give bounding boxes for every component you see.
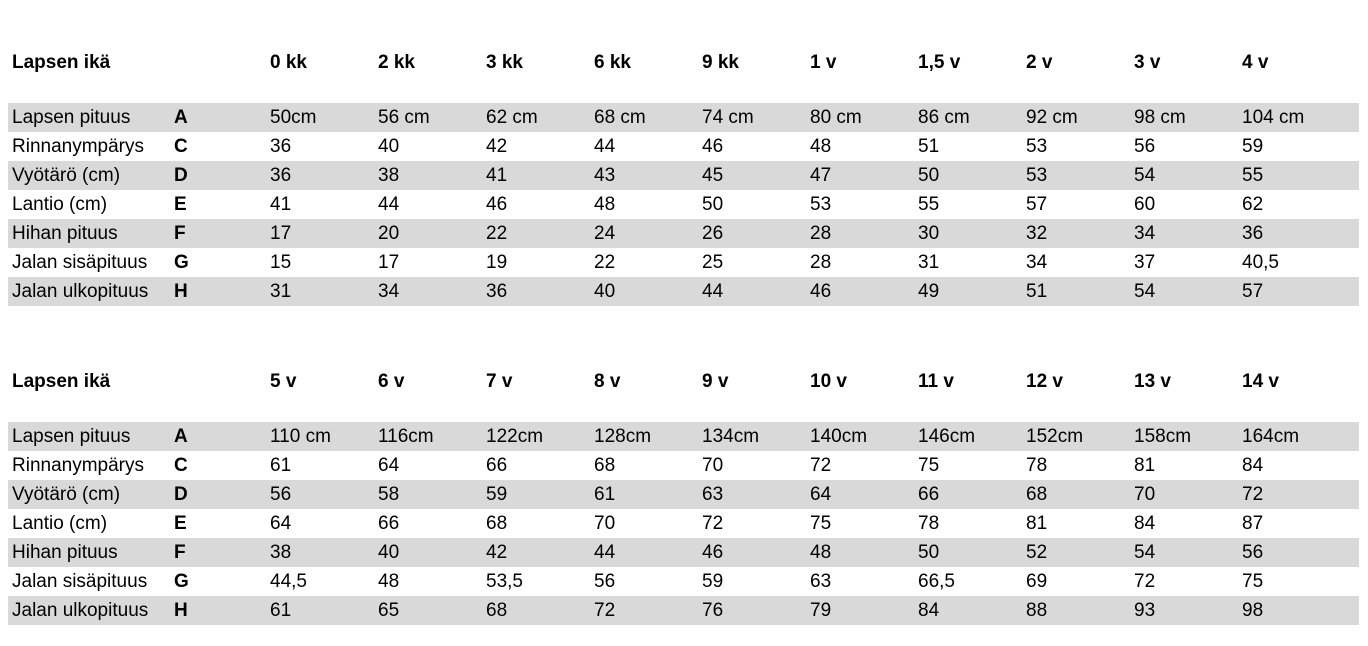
measurement-row — [8, 103, 1359, 132]
measurement-value: 62 — [1242, 194, 1264, 215]
measurement-code: D — [170, 480, 266, 509]
age-header-cell: 13 v — [1134, 371, 1171, 392]
measurement-value: 75 — [1242, 571, 1264, 592]
measurement-value: 64 — [378, 455, 400, 476]
measurement-value: 56 — [594, 571, 616, 592]
measurement-code: H — [170, 596, 266, 625]
measurement-value: 40 — [378, 136, 400, 157]
measurement-value: 51 — [1022, 277, 1130, 306]
age-header-cell: 14 v — [1242, 371, 1279, 392]
measurement-value: 66 — [914, 480, 1022, 509]
measurement-value: 110 cm — [266, 422, 374, 451]
measurement-value: 78 — [1026, 455, 1048, 476]
measurement-row — [8, 596, 1359, 625]
measurement-value: 86 cm — [914, 103, 1022, 132]
size-chart-table-infant — [8, 47, 1359, 306]
measurement-row — [8, 277, 1359, 306]
measurement-value: 46 — [702, 136, 724, 157]
measurement-label: Rinnanympärys — [12, 136, 144, 157]
measurement-code: E — [174, 513, 187, 534]
measurement-value: 68 — [482, 596, 590, 625]
measurement-label: Jalan sisäpituus — [12, 252, 148, 273]
measurement-value: 146cm — [914, 422, 1022, 451]
measurement-value: 40,5 — [1242, 252, 1279, 273]
measurement-code: F — [170, 219, 266, 248]
measurement-row — [8, 451, 1359, 480]
measurement-value: 68 cm — [590, 103, 698, 132]
measurement-value: 158cm — [1130, 422, 1238, 451]
measurement-value: 44,5 — [270, 571, 307, 592]
measurement-value: 28 — [806, 219, 914, 248]
measurement-value: 84 — [1134, 513, 1156, 534]
measurement-value: 17 — [378, 252, 400, 273]
measurement-value: 116cm — [374, 422, 482, 451]
measurement-value: 56 — [266, 480, 374, 509]
measurement-row — [8, 219, 1359, 248]
measurement-value: 40 — [374, 538, 482, 567]
measurement-value: 50cm — [266, 103, 374, 132]
age-header-cell: 4 v — [1242, 52, 1269, 73]
age-header-cell: 10 v — [810, 371, 847, 392]
measurement-value: 34 — [374, 277, 482, 306]
measurement-value: 34 — [1026, 252, 1048, 273]
age-header-row — [8, 366, 1359, 397]
measurement-value: 52 — [1022, 538, 1130, 567]
measurement-value: 50 — [914, 538, 1022, 567]
measurement-value: 87 — [1242, 513, 1264, 534]
spacer-cell — [8, 397, 1359, 422]
measurement-value: 48 — [806, 538, 914, 567]
spacer-cell — [8, 78, 1359, 103]
measurement-value: 46 — [698, 538, 806, 567]
age-header-blank — [170, 47, 266, 78]
measurement-value: 78 — [918, 513, 940, 534]
measurement-row — [8, 509, 1359, 538]
measurement-value: 28 — [810, 252, 832, 273]
measurement-value: 46 — [806, 277, 914, 306]
measurement-code: F — [170, 538, 266, 567]
measurement-label: Jalan ulkopituus — [8, 277, 170, 306]
measurement-value: 55 — [918, 194, 940, 215]
measurement-value: 84 — [914, 596, 1022, 625]
measurement-value: 42 — [486, 136, 508, 157]
measurement-value: 43 — [590, 161, 698, 190]
measurement-value: 48 — [810, 136, 832, 157]
measurement-value: 48 — [378, 571, 400, 592]
measurement-value: 128cm — [590, 422, 698, 451]
measurement-value: 57 — [1026, 194, 1048, 215]
measurement-value: 80 cm — [806, 103, 914, 132]
measurement-code: A — [170, 422, 266, 451]
measurement-value: 32 — [1022, 219, 1130, 248]
measurement-value: 26 — [698, 219, 806, 248]
measurement-value: 69 — [1026, 571, 1048, 592]
measurement-row — [8, 132, 1359, 161]
age-header-cell: 12 v — [1026, 371, 1063, 392]
measurement-value: 46 — [486, 194, 508, 215]
measurement-label: Hihan pituus — [8, 538, 170, 567]
measurement-label: Hihan pituus — [8, 219, 170, 248]
age-header-blank — [170, 366, 266, 397]
age-header-cell: 3 kk — [486, 52, 523, 73]
measurement-value: 61 — [590, 480, 698, 509]
measurement-value: 64 — [270, 513, 292, 534]
measurement-value: 36 — [482, 277, 590, 306]
measurement-value: 61 — [266, 596, 374, 625]
size-chart-table-child — [8, 366, 1359, 625]
measurement-label: Vyötärö (cm) — [8, 161, 170, 190]
measurement-value: 68 — [486, 513, 508, 534]
measurement-value: 75 — [918, 455, 940, 476]
measurement-value: 45 — [698, 161, 806, 190]
measurement-value: 122cm — [482, 422, 590, 451]
measurement-code: H — [170, 277, 266, 306]
measurement-value: 140cm — [806, 422, 914, 451]
measurement-value: 66 — [378, 513, 400, 534]
age-header-cell: 1 v — [810, 52, 837, 73]
measurement-value: 59 — [702, 571, 724, 592]
measurement-label: Vyötärö (cm) — [8, 480, 170, 509]
measurement-value: 51 — [918, 136, 940, 157]
measurement-value: 72 — [702, 513, 724, 534]
measurement-value: 63 — [698, 480, 806, 509]
measurement-value: 36 — [266, 161, 374, 190]
measurement-value: 68 — [1022, 480, 1130, 509]
measurement-value: 53 — [1026, 136, 1048, 157]
measurement-value: 49 — [914, 277, 1022, 306]
measurement-value: 65 — [374, 596, 482, 625]
measurement-value: 48 — [594, 194, 616, 215]
measurement-value: 57 — [1238, 277, 1359, 306]
measurement-label: Jalan sisäpituus — [12, 571, 148, 592]
measurement-code: C — [174, 455, 188, 476]
measurement-value: 37 — [1134, 252, 1156, 273]
measurement-value: 38 — [266, 538, 374, 567]
measurement-value: 58 — [374, 480, 482, 509]
measurement-value: 98 — [1238, 596, 1359, 625]
measurement-value: 70 — [1130, 480, 1238, 509]
age-header-cell: 6 kk — [594, 52, 631, 73]
spacer-row — [8, 397, 1359, 422]
measurement-label: Jalan ulkopituus — [8, 596, 170, 625]
measurement-value: 64 — [806, 480, 914, 509]
measurement-label: Lantio (cm) — [12, 513, 108, 534]
age-header-cell: 6 v — [378, 371, 405, 392]
measurement-value: 68 — [594, 455, 616, 476]
measurement-value: 84 — [1242, 455, 1264, 476]
measurement-value: 62 cm — [482, 103, 590, 132]
spacer-row — [8, 78, 1359, 103]
measurement-value: 72 — [810, 455, 832, 476]
measurement-code: E — [174, 194, 187, 215]
measurement-value: 41 — [270, 194, 292, 215]
measurement-row — [8, 480, 1359, 509]
measurement-value: 104 cm — [1238, 103, 1359, 132]
measurement-value: 134cm — [698, 422, 806, 451]
measurement-row — [8, 161, 1359, 190]
measurement-value: 31 — [266, 277, 374, 306]
measurement-value: 98 cm — [1130, 103, 1238, 132]
measurement-value: 53 — [1022, 161, 1130, 190]
age-header-cell: 8 v — [594, 371, 621, 392]
age-header-cell: 5 v — [270, 371, 297, 392]
measurement-value: 75 — [810, 513, 832, 534]
measurement-value: 88 — [1022, 596, 1130, 625]
measurement-value: 70 — [594, 513, 616, 534]
measurement-value: 60 — [1134, 194, 1156, 215]
measurement-code: G — [174, 571, 189, 592]
measurement-value: 17 — [266, 219, 374, 248]
measurement-value: 53 — [810, 194, 832, 215]
measurement-value: 47 — [806, 161, 914, 190]
measurement-value: 34 — [1130, 219, 1238, 248]
measurement-value: 42 — [482, 538, 590, 567]
measurement-value: 79 — [806, 596, 914, 625]
measurement-value: 66,5 — [918, 571, 955, 592]
measurement-value: 164cm — [1238, 422, 1359, 451]
measurement-code: C — [174, 136, 188, 157]
measurement-value: 19 — [486, 252, 508, 273]
measurement-row — [8, 538, 1359, 567]
measurement-label: Lapsen pituus — [8, 103, 170, 132]
measurement-label: Rinnanympärys — [12, 455, 144, 476]
age-header-cell: 2 v — [1026, 52, 1053, 73]
measurement-value: 44 — [590, 538, 698, 567]
measurement-value: 54 — [1130, 538, 1238, 567]
age-header-cell: 3 v — [1134, 52, 1161, 73]
measurement-value: 20 — [374, 219, 482, 248]
measurement-value: 70 — [702, 455, 724, 476]
age-header-cell: 1,5 v — [918, 52, 961, 73]
measurement-value: 44 — [378, 194, 400, 215]
measurement-value: 72 — [590, 596, 698, 625]
measurement-value: 44 — [698, 277, 806, 306]
measurement-row — [8, 190, 1359, 219]
measurement-value: 72 — [1238, 480, 1359, 509]
measurement-value: 59 — [1242, 136, 1264, 157]
measurement-value: 38 — [374, 161, 482, 190]
age-header-cell: 0 kk — [270, 52, 307, 73]
measurement-value: 36 — [270, 136, 292, 157]
age-header-cell: 2 kk — [378, 52, 415, 73]
age-header-row — [8, 47, 1359, 78]
measurement-value: 40 — [590, 277, 698, 306]
age-header-label: Lapsen ikä — [12, 52, 111, 73]
age-header-cell: 7 v — [486, 371, 513, 392]
age-header-cell: 11 v — [918, 371, 954, 392]
measurement-value: 41 — [482, 161, 590, 190]
measurement-value: 81 — [1026, 513, 1048, 534]
measurement-value: 50 — [914, 161, 1022, 190]
measurement-value: 74 cm — [698, 103, 806, 132]
measurement-value: 63 — [810, 571, 832, 592]
measurement-value: 31 — [918, 252, 940, 273]
measurement-value: 93 — [1130, 596, 1238, 625]
measurement-value: 56 — [1134, 136, 1156, 157]
measurement-value: 54 — [1130, 277, 1238, 306]
measurement-row — [8, 567, 1359, 596]
measurement-value: 81 — [1134, 455, 1156, 476]
measurement-value: 152cm — [1022, 422, 1130, 451]
measurement-value: 76 — [698, 596, 806, 625]
measurement-value: 22 — [594, 252, 616, 273]
measurement-value: 56 cm — [374, 103, 482, 132]
measurement-value: 54 — [1130, 161, 1238, 190]
measurement-value: 22 — [482, 219, 590, 248]
measurement-value: 50 — [702, 194, 724, 215]
measurement-value: 15 — [270, 252, 292, 273]
measurement-row — [8, 422, 1359, 451]
measurement-value: 66 — [486, 455, 508, 476]
measurement-value: 30 — [914, 219, 1022, 248]
measurement-value: 72 — [1134, 571, 1156, 592]
measurement-value: 61 — [270, 455, 292, 476]
age-header-cell: 9 kk — [702, 52, 739, 73]
measurement-value: 59 — [482, 480, 590, 509]
measurement-value: 92 cm — [1022, 103, 1130, 132]
measurement-value: 53,5 — [486, 571, 523, 592]
age-header-cell: 9 v — [702, 371, 729, 392]
measurement-code: D — [170, 161, 266, 190]
measurement-label: Lantio (cm) — [12, 194, 108, 215]
measurement-value: 24 — [590, 219, 698, 248]
measurement-code: A — [170, 103, 266, 132]
measurement-value: 55 — [1238, 161, 1359, 190]
measurement-value: 36 — [1238, 219, 1359, 248]
measurement-value: 56 — [1238, 538, 1359, 567]
measurement-row — [8, 248, 1359, 277]
measurement-code: G — [174, 252, 189, 273]
age-header-label: Lapsen ikä — [12, 371, 111, 392]
measurement-label: Lapsen pituus — [8, 422, 170, 451]
measurement-value: 44 — [594, 136, 616, 157]
measurement-value: 25 — [702, 252, 724, 273]
